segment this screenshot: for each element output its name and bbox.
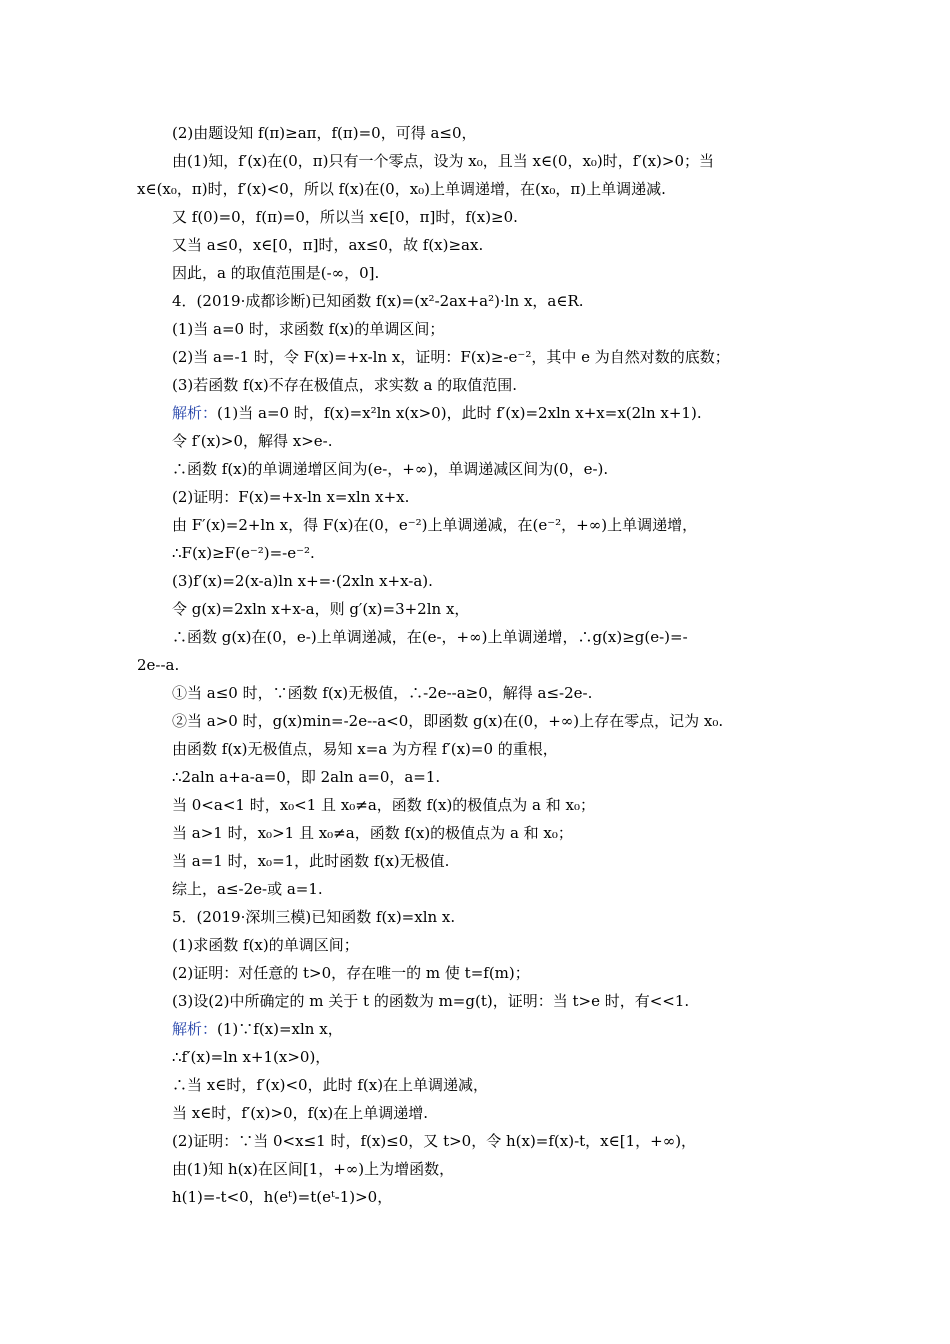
text-line: (3)f′(x)=2(x-a)ln x+=·(2xln x+x-a). <box>172 572 433 590</box>
text-line: 又当 a≤0，x∈[0，π]时，ax≤0，故 f(x)≥ax. <box>172 236 484 254</box>
text-line: 由(1)知 h(x)在区间[1，+∞)上为增函数， <box>172 1160 455 1178</box>
text-line: 2e--a. <box>137 656 180 674</box>
text-line: (1)当 a=0 时，f(x)=x²ln x(x>0)，此时 f′(x)=2xln x+x=x(2ln x+1). <box>217 404 702 422</box>
question-heading: 5．(2019·深圳三模)已知函数 f(x)=xln x. <box>172 908 456 926</box>
text-line: ②当 a>0 时，g(x)min=-2e--a<0，即函数 g(x)在(0，+∞)上存在零点，记为 x₀. <box>172 712 724 730</box>
text-line: 令 f′(x)>0，解得 x>e-. <box>172 432 333 450</box>
text-line: 当 a=1 时，x₀=1，此时函数 f(x)无极值. <box>172 852 450 870</box>
text-line: (2)证明：F(x)=+x-ln x=xln x+x. <box>172 488 410 506</box>
text-line: ∴当 x∈时，f′(x)<0，此时 f(x)在上单调递减， <box>172 1076 489 1094</box>
text-line: h(1)=-t<0，h(eᵗ)=t(eᵗ-1)>0， <box>172 1188 393 1206</box>
text-line: (1)∵f(x)=xln x， <box>217 1020 343 1038</box>
solution-label: 解析： <box>172 1020 218 1038</box>
text-line: ∴2aln a+a-a=0，即 2aln a=0，a=1. <box>172 768 441 786</box>
text-line: (2)由题设知 f(π)≥aπ，f(π)=0，可得 a≤0， <box>172 124 477 142</box>
text-line: ∴F(x)≥F(e⁻²)=-e⁻². <box>172 544 315 562</box>
text-line: 由函数 f(x)无极值点，易知 x=a 为方程 f′(x)=0 的重根， <box>172 740 558 758</box>
text-line: ∴函数 f(x)的单调递增区间为(e-，+∞)，单调递减区间为(0，e-). <box>172 460 609 478</box>
text-line: 令 g(x)=2xln x+x-a，则 g′(x)=3+2ln x， <box>172 600 470 618</box>
text-line: ∴f′(x)=ln x+1(x>0)， <box>172 1048 331 1066</box>
text-line: (2)当 a=-1 时，令 F(x)=+x-ln x，证明：F(x)≥-e⁻²，其中 e 为自然对数的底数； <box>172 348 730 366</box>
solution-line <box>172 403 702 423</box>
text-line: x∈(x₀，π)时，f′(x)<0，所以 f(x)在(0，x₀)上单调递增，在(x₀，π)上单调递减. <box>137 180 666 198</box>
text-line: 因此，a 的取值范围是(-∞，0]. <box>172 264 380 282</box>
text-line: 又 f(0)=0，f(π)=0，所以当 x∈[0，π]时，f(x)≥0. <box>172 208 518 226</box>
text-line: ∴函数 g(x)在(0，e-)上单调递减，在(e-，+∞)上单调递增，∴g(x)≥g(e-)=- <box>172 628 688 646</box>
text-line: (1)当 a=0 时，求函数 f(x)的单调区间； <box>172 320 445 338</box>
text-line: 当 x∈时，f′(x)>0，f(x)在上单调递增. <box>172 1104 429 1122</box>
solution-line <box>172 1019 343 1039</box>
question-heading: 4．(2019·成都诊断)已知函数 f(x)=(x²-2ax+a²)·ln x，a∈R. <box>172 292 584 310</box>
text-line: ①当 a≤0 时，∵函数 f(x)无极值，∴-2e--a≥0，解得 a≤-2e-. <box>172 684 593 702</box>
text-line: 当 0<a<1 时，x₀<1 且 x₀≠a，函数 f(x)的极值点为 a 和 x₀； <box>172 796 596 814</box>
text-line: 由 F′(x)=2+ln x，得 F(x)在(0，e⁻²)上单调递减，在(e⁻²，+∞)上单调递增， <box>172 516 698 534</box>
text-line: (3)若函数 f(x)不存在极值点，求实数 a 的取值范围. <box>172 376 517 394</box>
solution-label: 解析： <box>172 404 218 422</box>
text-line: (3)设(2)中所确定的 m 关于 t 的函数为 m=g(t)，证明：当 t>e 时，有<<1. <box>172 992 690 1010</box>
text-line: (2)证明：对任意的 t>0，存在唯一的 m 使 t=f(m)； <box>172 964 530 982</box>
text-line: 当 a>1 时，x₀>1 且 x₀≠a，函数 f(x)的极值点为 a 和 x₀； <box>172 824 573 842</box>
text-line: 由(1)知，f′(x)在(0，π)只有一个零点，设为 x₀，且当 x∈(0，x₀)时，f′(x)>0；当 <box>172 152 715 170</box>
text-line: (1)求函数 f(x)的单调区间； <box>172 936 359 954</box>
text-line: 综上，a≤-2e-或 a=1. <box>172 880 323 898</box>
text-line: (2)证明：∵当 0<x≤1 时，f(x)≤0，又 t>0，令 h(x)=f(x)-t，x∈[1，+∞)， <box>172 1132 697 1150</box>
